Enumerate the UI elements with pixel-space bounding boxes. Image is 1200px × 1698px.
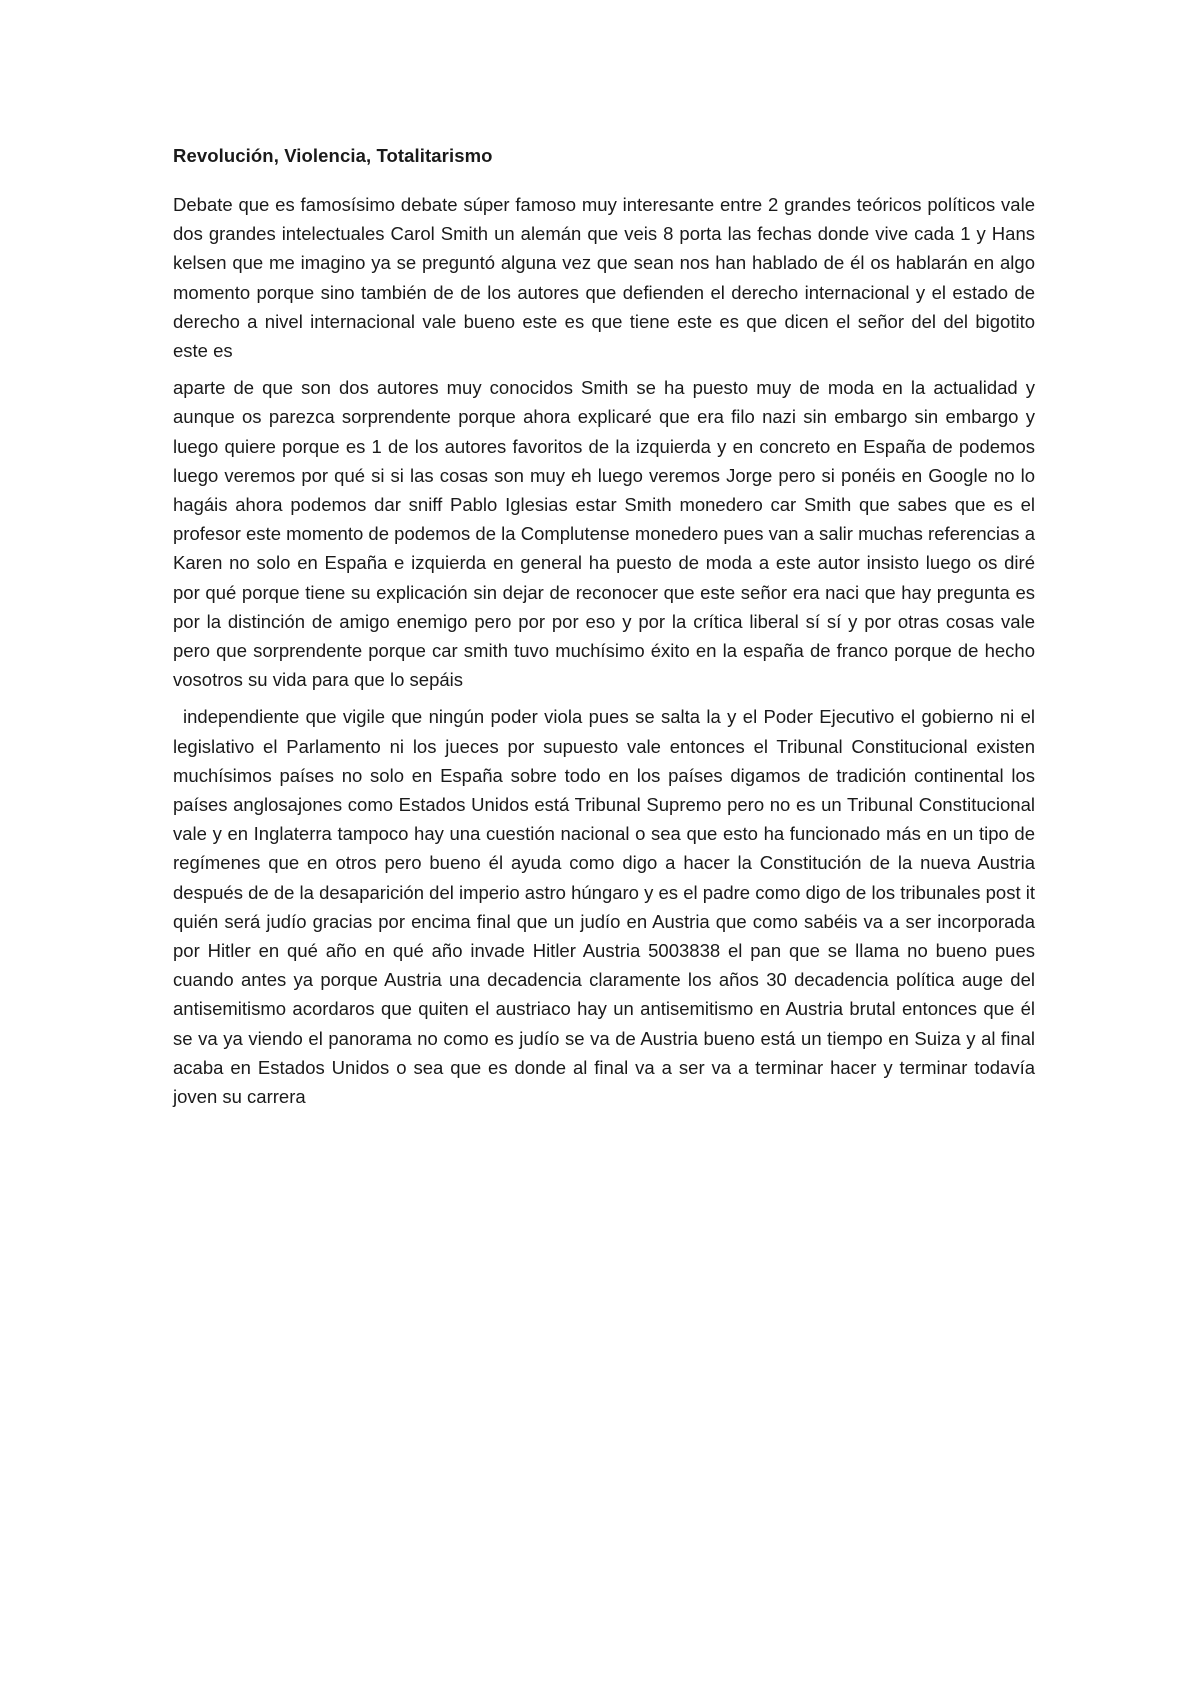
document-title: Revolución, Violencia, Totalitarismo [173,145,493,166]
document-body [173,142,1035,1119]
paragraph-1: Debate que es famosísimo debate súper famoso muy interesante entre 2 grandes teóricos políticos vale dos grandes intelectuales Carol Smith un alemán que veis 8 porta las fechas donde vive cada 1 y Hans kelsen que me imagino ya se preguntó alguna vez que sean nos han hablado de él os hablarán en algo momento porque sino también de de los autores que defienden el derecho internacional y el estado de derecho a nivel internacional vale bueno este es que tiene este es que dicen el señor del del bigotito este es [173,194,1035,362]
paragraph-3: independiente que vigile que ningún poder viola pues se salta la y el Poder Ejecutivo el gobierno ni el legislativo el Parlamento ni los jueces por supuesto vale entonces el Tribunal Constitucional existen muchísimos países no solo en España sobre todo en los países digamos de tradición continental los países anglosajones como Estados Unidos está Tribunal Supremo pero no es un Tribunal Constitucional vale y en Inglaterra tampoco hay una cuestión nacional o sea que esto ha funcionado más en un tipo de regímenes que en otros pero bueno él ayuda como digo a hacer la Constitución de la nueva Austria después de de la desaparición del imperio astro húngaro y es el padre como digo de los tribunales post it quién será judío gracias por encima final que un judío en Austria que como sabéis va a ser incorporada por Hitler en qué año en qué año invade Hitler Austria 5003838 el pan que se llama no bueno pues cuando antes ya porque Austria una decadencia claramente los años 30 decadencia política auge del antisemitismo acordaros que quiten el austriaco hay un antisemitismo en Austria brutal entonces que él se va ya viendo el panorama no como es judío se va de Austria bueno está un tiempo en Suiza y al final acaba en Estados Unidos o sea que es donde al final va a ser va a terminar hacer y terminar todavía joven su carrera [173,706,1035,1108]
paragraph-2: aparte de que son dos autores muy conocidos Smith se ha puesto muy de moda en la actualidad y aunque os parezca sorprendente porque ahora explicaré que era filo nazi sin embargo sin embargo y luego quiere porque es 1 de los autores favoritos de la izquierda y en concreto en España de podemos luego veremos por qué si si las cosas son muy eh luego veremos Jorge pero si ponéis en Google no lo hagáis ahora podemos dar sniff Pablo Iglesias estar Smith monedero car Smith que sabes que es el profesor este momento de podemos de la Complutense monedero pues van a salir muchas referencias a Karen no solo en España e izquierda en general ha puesto de moda a este autor insisto luego os diré por qué porque tiene su explicación sin dejar de reconocer que este señor era naci que hay pregunta es por la distinción de amigo enemigo pero por por eso y por la crítica liberal sí sí y por otras cosas vale pero que sorprendente porque car smith tuvo muchísimo éxito en la españa de franco porque de hecho vosotros su vida para que lo sepáis [173,377,1035,691]
